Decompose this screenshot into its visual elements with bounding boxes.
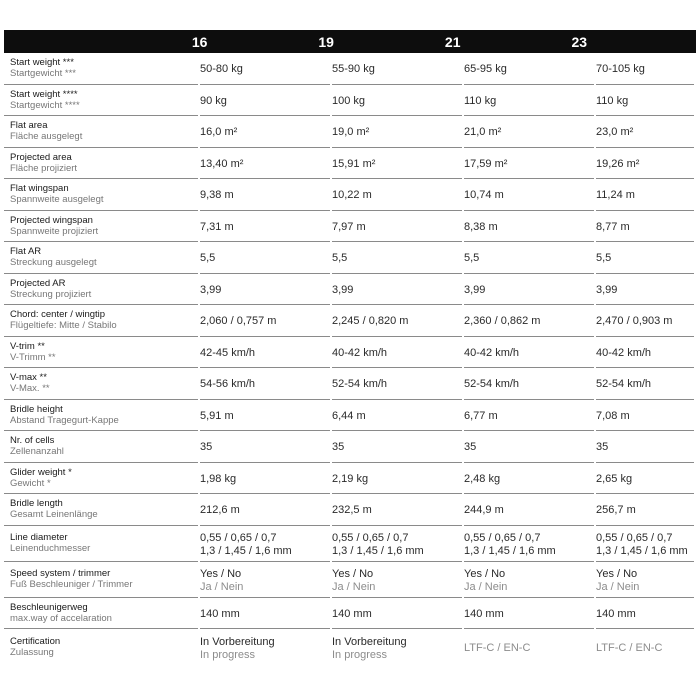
cell-value: 212,6 m: [200, 504, 240, 517]
cell-value: 35: [200, 441, 213, 454]
value-cell: [464, 53, 594, 85]
value-cell: [464, 431, 594, 463]
value-cell: [464, 148, 594, 180]
row-label-german: Leinenduchmesser: [10, 543, 91, 554]
value-cell: [200, 305, 330, 337]
cell-value: 90 kg: [200, 94, 227, 107]
row-label-english: Flat wingspan: [10, 183, 69, 195]
value-cell: [596, 368, 694, 400]
row-label-english: Flat AR: [10, 246, 42, 258]
row-label: [4, 211, 198, 243]
cell-value: 40-42 km/h: [596, 346, 652, 359]
cell-value: 110 kg: [596, 94, 629, 107]
table-row: [4, 494, 696, 526]
size-header-16: 16: [191, 33, 208, 50]
row-label-german: Flügeltiefe: Mitte / Stabilo: [10, 320, 117, 332]
value-cell: [596, 242, 694, 274]
value-cell: [464, 337, 594, 369]
row-label: [4, 179, 198, 211]
value-cell: [200, 274, 330, 306]
row-label-german: Fuß Beschleuniger / Trimmer: [10, 579, 133, 590]
cell-value: 244,9 m: [464, 504, 504, 517]
value-cell: [200, 337, 330, 369]
table-row: [4, 274, 696, 306]
row-label-english: Beschleunigerweg: [10, 601, 88, 613]
value-cell: [332, 337, 462, 369]
table-row: [4, 431, 696, 463]
value-cell: [332, 53, 462, 85]
cell-value: Yes / No: [596, 567, 638, 580]
cell-value: 0,55 / 0,65 / 0,7: [200, 531, 277, 544]
cell-value: 110 kg: [464, 94, 497, 107]
value-cell: [332, 400, 462, 432]
row-label-english: Flat area: [10, 120, 48, 132]
value-cell: [596, 211, 694, 243]
cell-value: 35: [596, 441, 609, 454]
value-cell: [464, 242, 594, 274]
cell-value: 140 mm: [464, 607, 504, 620]
cell-value: 54-56 km/h: [200, 378, 256, 391]
row-label-german: Gesamt Leinenlänge: [10, 509, 98, 521]
value-cell: [332, 526, 462, 562]
cell-value: 232,5 m: [332, 504, 372, 517]
value-cell: [464, 179, 594, 211]
row-label-english: Projected AR: [10, 277, 66, 289]
cell-value-secondary: In progress: [332, 648, 388, 661]
row-label: [4, 116, 198, 148]
value-cell: [596, 629, 694, 665]
value-cell: [332, 116, 462, 148]
cell-value: 9,38 m: [200, 189, 234, 202]
value-cell: [200, 629, 330, 665]
table-row: [4, 179, 696, 211]
cell-value: 10,22 m: [332, 189, 372, 202]
cell-value: 42-45 km/h: [200, 346, 256, 359]
cell-value: 0,55 / 0,65 / 0,7: [332, 531, 409, 544]
row-label: [4, 274, 198, 306]
value-cell: [332, 305, 462, 337]
cell-value: 23,0 m²: [596, 126, 634, 139]
row-label: [4, 85, 198, 117]
value-cell: [332, 368, 462, 400]
value-cell: [200, 463, 330, 495]
row-label: [4, 148, 198, 180]
cell-value-secondary: Ja / Nein: [596, 580, 640, 593]
cell-value: 52-54 km/h: [464, 378, 520, 391]
cell-value: 52-54 km/h: [596, 378, 652, 391]
cell-value: 5,5: [596, 252, 612, 265]
cell-value: 17,59 m²: [464, 157, 508, 170]
value-cell: [596, 179, 694, 211]
value-cell: [464, 400, 594, 432]
value-cell: [596, 305, 694, 337]
row-label-english: Certification: [10, 636, 61, 647]
cell-value: 10,74 m: [464, 189, 504, 202]
cell-value: 256,7 m: [596, 504, 636, 517]
value-cell: [200, 494, 330, 526]
row-label-german: V-Max. **: [10, 383, 50, 395]
value-cell: [332, 85, 462, 117]
row-label-english: Glider weight *: [10, 466, 72, 478]
table-row: [4, 368, 696, 400]
value-cell: [596, 463, 694, 495]
table-row: [4, 629, 696, 665]
value-cell: [464, 598, 594, 630]
value-cell: [332, 463, 462, 495]
row-label: [4, 526, 198, 562]
row-label: [4, 494, 198, 526]
cell-value: 140 mm: [332, 607, 372, 620]
value-cell: [596, 116, 694, 148]
table-row: [4, 211, 696, 243]
table-row: [4, 463, 696, 495]
value-cell: [200, 53, 330, 85]
row-label-english: Chord: center / wingtip: [10, 309, 106, 321]
row-label-german: Spannweite ausgelegt: [10, 194, 104, 206]
cell-value: Yes / No: [464, 567, 506, 580]
row-label-english: Speed system / trimmer: [10, 568, 111, 579]
cell-value: In Vorbereitung: [332, 635, 407, 648]
value-cell: [200, 598, 330, 630]
cell-value: 2,470 / 0,903 m: [596, 315, 673, 328]
row-label-german: Fläche projiziert: [10, 162, 78, 174]
row-label: [4, 53, 198, 85]
cell-value-secondary: Ja / Nein: [332, 580, 376, 593]
cell-value: Yes / No: [332, 567, 374, 580]
cell-value: 5,5: [464, 252, 480, 265]
row-label-english: Line diameter: [10, 532, 68, 543]
cell-value: 3,99: [200, 283, 222, 296]
size-header-19: 19: [318, 33, 334, 50]
value-cell: [200, 368, 330, 400]
cell-value-secondary: LTF-C / EN-C: [596, 642, 663, 654]
table-row: [4, 400, 696, 432]
row-label-english: Bridle length: [10, 498, 63, 510]
row-label: [4, 400, 198, 432]
cell-value: 2,48 kg: [464, 472, 501, 485]
value-cell: [464, 368, 594, 400]
cell-value: 7,97 m: [332, 220, 366, 233]
value-cell: [464, 274, 594, 306]
table-row: [4, 148, 696, 180]
cell-value: 7,08 m: [596, 409, 630, 422]
table-header: [4, 30, 696, 53]
row-label-german: Abstand Tragegurt-Kappe: [10, 414, 119, 426]
cell-value: 8,38 m: [464, 220, 498, 233]
value-cell: [332, 494, 462, 526]
table-body: [4, 53, 696, 665]
cell-value: 2,060 / 0,757 m: [200, 315, 277, 328]
value-cell: [200, 242, 330, 274]
row-label-english: Start weight ***: [10, 57, 74, 69]
row-label-german: V-Trimm **: [10, 351, 56, 363]
row-label: [4, 337, 198, 369]
value-cell: [596, 494, 694, 526]
value-cell: [332, 211, 462, 243]
row-label-german: Zulassung: [10, 647, 54, 658]
value-cell: [332, 562, 462, 598]
value-cell: [332, 179, 462, 211]
cell-value: 3,99: [464, 283, 486, 296]
cell-value: 5,91 m: [200, 409, 234, 422]
cell-value-secondary: Ja / Nein: [464, 580, 508, 593]
row-label-english: Bridle height: [10, 403, 63, 415]
table-row: [4, 598, 696, 630]
value-cell: [464, 463, 594, 495]
row-label-english: V-trim **: [10, 340, 45, 352]
value-cell: [464, 494, 594, 526]
cell-value: 15,91 m²: [332, 157, 376, 170]
cell-value-secondary: 1,3 / 1,45 / 1,6 mm: [200, 544, 292, 557]
row-label-english: V-max **: [10, 372, 47, 384]
cell-value: 0,55 / 0,65 / 0,7: [596, 531, 673, 544]
value-cell: [332, 431, 462, 463]
cell-value: 50-80 kg: [200, 63, 243, 76]
row-label-german: Spannweite projiziert: [10, 225, 99, 237]
cell-value: 5,5: [200, 252, 216, 265]
spec-table: [4, 30, 696, 665]
cell-value: 2,245 / 0,820 m: [332, 315, 409, 328]
cell-value-secondary: 1,3 / 1,45 / 1,6 mm: [332, 544, 424, 557]
value-cell: [332, 274, 462, 306]
row-label-german: Gewicht *: [10, 477, 51, 489]
table-row: [4, 53, 696, 85]
table-row: [4, 526, 696, 562]
row-label-english: Projected area: [10, 151, 72, 163]
row-label: [4, 368, 198, 400]
cell-value: 21,0 m²: [464, 126, 502, 139]
row-label: [4, 242, 198, 274]
row-label-german: Streckung projiziert: [10, 288, 92, 300]
row-label-english: Projected wingspan: [10, 214, 93, 226]
value-cell: [464, 116, 594, 148]
row-label-english: Nr. of cells: [10, 435, 55, 447]
cell-value: 70-105 kg: [596, 63, 645, 76]
row-label-german: Startgewicht ****: [10, 99, 80, 111]
value-cell: [200, 431, 330, 463]
table-row: [4, 85, 696, 117]
cell-value: 100 kg: [332, 94, 366, 107]
cell-value: 6,77 m: [464, 409, 498, 422]
size-header-21: 21: [444, 33, 461, 50]
cell-value: 0,55 / 0,65 / 0,7: [464, 531, 541, 544]
size-header-23: 23: [571, 33, 588, 50]
row-label-english: Start weight ****: [10, 88, 78, 100]
value-cell: [464, 85, 594, 117]
value-cell: [464, 211, 594, 243]
value-cell: [332, 148, 462, 180]
cell-value: 1,98 kg: [200, 472, 237, 485]
cell-value: 3,99: [596, 283, 618, 296]
cell-value: 16,0 m²: [200, 126, 238, 139]
row-label: [4, 463, 198, 495]
cell-value: 52-54 km/h: [332, 378, 388, 391]
cell-value: 11,24 m: [596, 189, 635, 202]
table-row: [4, 562, 696, 598]
value-cell: [200, 211, 330, 243]
row-label-german: max.way of accelaration: [10, 612, 112, 624]
row-label-german: Streckung ausgelegt: [10, 257, 97, 269]
table-row: [4, 242, 696, 274]
cell-value-secondary: 1,3 / 1,45 / 1,6 mm: [464, 544, 556, 557]
value-cell: [464, 562, 594, 598]
value-cell: [596, 526, 694, 562]
value-cell: [464, 526, 594, 562]
cell-value: 2,19 kg: [332, 472, 369, 485]
cell-value: 3,99: [332, 283, 354, 296]
cell-value: 35: [464, 441, 477, 454]
value-cell: [464, 629, 594, 665]
value-cell: [596, 598, 694, 630]
value-cell: [596, 85, 694, 117]
value-cell: [332, 629, 462, 665]
value-cell: [200, 85, 330, 117]
cell-value: 19,26 m²: [596, 157, 640, 170]
row-label-german: Zellenanzahl: [10, 446, 64, 458]
row-label-german: Startgewicht ***: [10, 68, 77, 80]
cell-value: 13,40 m²: [200, 157, 244, 170]
cell-value: 140 mm: [596, 607, 636, 620]
cell-value-secondary: LTF-C / EN-C: [464, 642, 531, 654]
row-label-german: Fläche ausgelegt: [10, 131, 83, 143]
cell-value: 5,5: [332, 252, 348, 265]
table-row: [4, 337, 696, 369]
value-cell: [596, 274, 694, 306]
cell-value: 40-42 km/h: [464, 346, 520, 359]
cell-value: 19,0 m²: [332, 126, 370, 139]
value-cell: [200, 179, 330, 211]
cell-value: 2,360 / 0,862 m: [464, 315, 541, 328]
cell-value: 35: [332, 441, 345, 454]
value-cell: [200, 526, 330, 562]
table-row: [4, 305, 696, 337]
cell-value-secondary: Ja / Nein: [200, 580, 244, 593]
value-cell: [596, 562, 694, 598]
row-label: [4, 431, 198, 463]
value-cell: [596, 53, 694, 85]
table-row: [4, 116, 696, 148]
value-cell: [596, 148, 694, 180]
cell-value: 140 mm: [200, 607, 240, 620]
value-cell: [200, 562, 330, 598]
cell-value: 65-95 kg: [464, 63, 507, 76]
cell-value: Yes / No: [200, 567, 242, 580]
cell-value: 55-90 kg: [332, 63, 375, 76]
cell-value-secondary: 1,3 / 1,45 / 1,6 mm: [596, 544, 688, 557]
value-cell: [200, 116, 330, 148]
value-cell: [200, 148, 330, 180]
row-label: [4, 562, 198, 598]
value-cell: [332, 242, 462, 274]
value-cell: [596, 400, 694, 432]
value-cell: [596, 337, 694, 369]
cell-value: 2,65 kg: [596, 472, 633, 485]
row-label: [4, 598, 198, 630]
cell-value: 6,44 m: [332, 409, 366, 422]
cell-value-secondary: In progress: [200, 648, 256, 661]
value-cell: [464, 305, 594, 337]
row-label: [4, 305, 198, 337]
row-label: [4, 629, 198, 665]
cell-value: In Vorbereitung: [200, 635, 275, 648]
cell-value: 7,31 m: [200, 220, 234, 233]
value-cell: [332, 598, 462, 630]
value-cell: [200, 400, 330, 432]
value-cell: [596, 431, 694, 463]
cell-value: 40-42 km/h: [332, 346, 388, 359]
cell-value: 8,77 m: [596, 220, 630, 233]
